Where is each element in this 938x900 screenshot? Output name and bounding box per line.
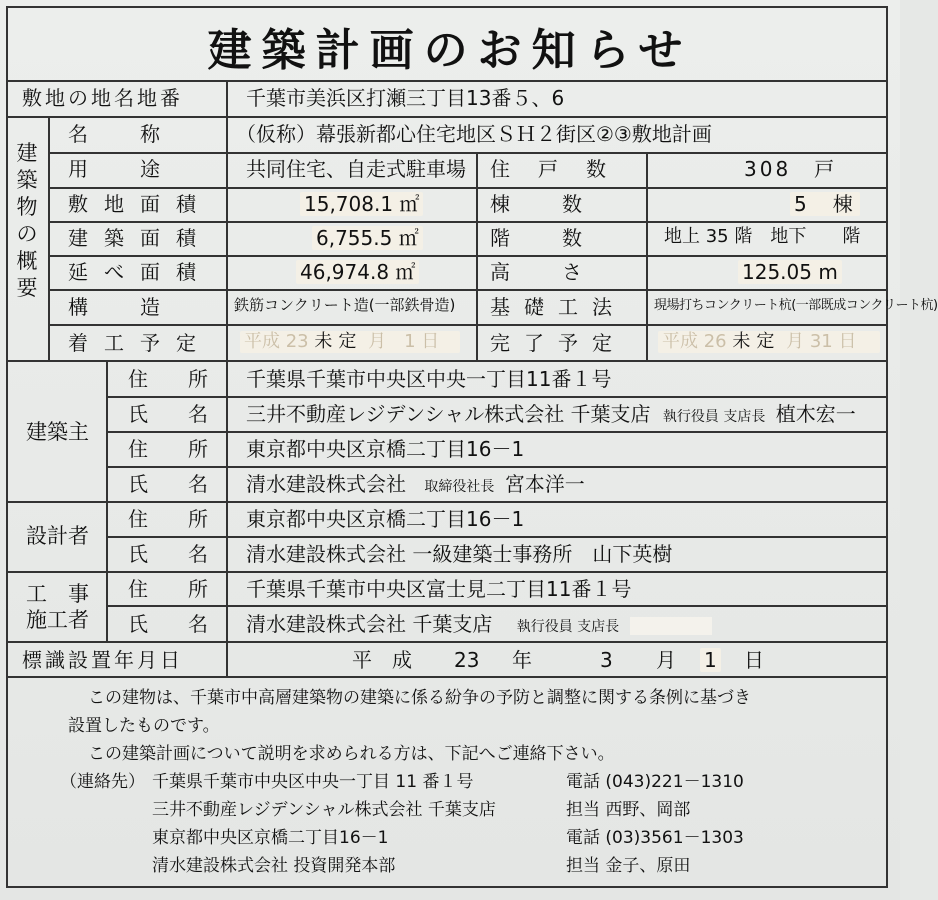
start-value-box: [240, 331, 460, 353]
divider: [6, 501, 888, 503]
note-line2: 設置したものです。: [68, 716, 220, 736]
builder-name-label: 氏 名: [128, 612, 218, 636]
posted-day: 1: [700, 648, 721, 672]
owner-addr1-label: 住 所: [128, 367, 218, 391]
foundation-value: 現場打ちコンクリート杭(一部既成コンクリート杭): [654, 298, 938, 313]
owner-name2-title: 取締役社長: [424, 479, 495, 495]
floor-area-value: 46,974.8 ㎡: [296, 260, 419, 284]
contact2-addr: 東京都中央区京橋二丁目16－1: [152, 828, 389, 848]
contact2-person: 担当 金子、原田: [566, 856, 691, 876]
complete-faint-pre: 平成 26: [662, 331, 727, 352]
use-value: 共同住宅、自走式駐車場: [246, 157, 466, 181]
contact2-phone: 電話 (03)3561－1303: [566, 828, 744, 848]
owner-name1-line: [246, 404, 856, 424]
contact2-company: 清水建設株式会社 投資開発本部: [152, 856, 396, 876]
posted-era: 平 成: [352, 648, 412, 672]
complete-value: 未定: [732, 331, 781, 352]
divider: [106, 396, 888, 398]
overview-side-label: 建 築 物 の 概 要: [16, 141, 38, 300]
owner-addr1: 千葉県千葉市中央区中央一丁目11番１号: [246, 367, 612, 391]
divider: [106, 360, 108, 641]
posted-day-unit: 日: [744, 648, 764, 672]
site-value: 千葉市美浜区打瀬三丁目13番５、6: [246, 86, 565, 110]
divider: [48, 221, 888, 223]
posted-year-unit: 年: [512, 648, 532, 672]
building-area-value: 6,755.5 ㎡: [312, 226, 423, 250]
divider: [6, 80, 888, 82]
divider: [6, 116, 888, 118]
divider: [106, 431, 888, 433]
divider: [48, 255, 888, 257]
site-area-label: 敷地面積: [68, 192, 212, 216]
designer-label: 設計者: [26, 524, 89, 548]
note-line1: この建物は、千葉市中高層建築物の建築に係る紛争の予防と調整に関する条例に基づき: [88, 688, 751, 708]
owner-name1-person: 植木宏一: [775, 402, 856, 426]
posted-label: 標識設置年月日: [22, 648, 183, 672]
contact1-person: 担当 西野、岡部: [566, 800, 691, 820]
contact1-addr: 千葉県千葉市中央区中央一丁目 11 番１号: [152, 772, 474, 792]
height-value: 125.05 m: [738, 260, 842, 284]
builder-name-title: 執行役員 支店長: [516, 619, 620, 635]
divider: [6, 676, 888, 678]
divider: [106, 605, 888, 607]
divider: [48, 289, 888, 291]
complete-value-box: [658, 331, 880, 353]
contact1-phone: 電話 (043)221－1310: [566, 772, 744, 792]
building-area-label: 建築面積: [68, 226, 212, 250]
structure-label: 構 造: [68, 295, 164, 319]
buildings-label: 棟 数: [490, 192, 586, 216]
divider: [48, 187, 888, 189]
designer-addr: 東京都中央区京橋二丁目16－1: [246, 507, 525, 531]
contact-prefix: （連絡先）: [60, 772, 145, 792]
divider: [48, 152, 888, 154]
divider: [646, 152, 648, 360]
posted-month-unit: 月: [656, 648, 676, 672]
divider: [6, 571, 888, 573]
posted-year: 23: [454, 648, 480, 672]
floors-label: 階 数: [490, 226, 586, 250]
name-label: 名 称: [68, 122, 164, 146]
divider: [48, 116, 50, 360]
divider: [6, 641, 888, 643]
builder-addr: 千葉県千葉市中央区富士見二丁目11番１号: [246, 577, 632, 601]
builder-name-line: [246, 614, 712, 635]
owner-label: 建築主: [26, 420, 89, 444]
divider: [226, 80, 228, 676]
divider: [106, 536, 888, 538]
start-faint-pre: 平成 23: [244, 331, 309, 352]
structure-value: 鉄筋コンクリート造(一部鉄骨造): [234, 296, 456, 314]
site-area-value: 15,708.1 ㎡: [300, 192, 423, 216]
owner-addr2: 東京都中央区京橋二丁目16－1: [246, 437, 525, 461]
owner-name2-person: 宮本洋一: [504, 472, 585, 496]
units-value: 308 戸: [744, 157, 838, 181]
floors-value: 地上 35 階 地下 階: [664, 226, 861, 247]
divider: [6, 360, 888, 362]
owner-name1-label: 氏 名: [128, 402, 218, 426]
builder-name-patch: [630, 617, 712, 635]
builder-label-line2: 施工者: [26, 608, 89, 632]
contact1-company: 三井不動産レジデンシャル株式会社 千葉支店: [152, 800, 496, 820]
builder-name: 清水建設株式会社 千葉支店: [246, 612, 493, 636]
foundation-label: 基礎工法: [490, 295, 626, 319]
designer-name: 清水建設株式会社 一級建築士事務所 山下英樹: [246, 542, 673, 566]
start-value: 未定: [314, 331, 363, 352]
complete-label: 完了予定: [490, 331, 626, 355]
builder-addr-label: 住 所: [128, 577, 218, 601]
divider: [476, 152, 478, 360]
use-label: 用 途: [68, 157, 164, 181]
start-label: 着工予定: [68, 331, 212, 355]
height-label: 高 さ: [490, 260, 586, 284]
complete-faint-post: 月 31 日: [786, 331, 857, 352]
buildings-value: 5 棟: [790, 192, 860, 216]
name-value: （仮称）幕張新都心住宅地区ＳＨ２街区②③敷地計画: [236, 122, 712, 146]
note-line3: この建築計画について説明を求められる方は、下記へご連絡下さい。: [88, 744, 615, 764]
units-label: 住 戸 数: [490, 157, 610, 181]
divider: [106, 466, 888, 468]
owner-name2: 清水建設株式会社: [246, 472, 406, 496]
divider: [48, 324, 888, 326]
floor-area-label: 延べ面積: [68, 260, 212, 284]
start-faint-post: 月 1 日: [368, 331, 440, 352]
owner-name2-line: [246, 474, 585, 494]
builder-label-line1: 工 事: [26, 582, 89, 606]
owner-name2-label: 氏 名: [128, 472, 218, 496]
owner-name1: 三井不動産レジデンシャル株式会社 千葉支店: [246, 402, 651, 426]
posted-month: 3: [600, 648, 613, 672]
designer-name-label: 氏 名: [128, 542, 218, 566]
site-label: 敷地の地名地番: [22, 86, 183, 110]
owner-addr2-label: 住 所: [128, 437, 218, 461]
owner-name1-title: 執行役員 支店長: [662, 409, 766, 425]
page-title: 建築計画のお知らせ: [207, 25, 693, 76]
designer-addr-label: 住 所: [128, 507, 218, 531]
